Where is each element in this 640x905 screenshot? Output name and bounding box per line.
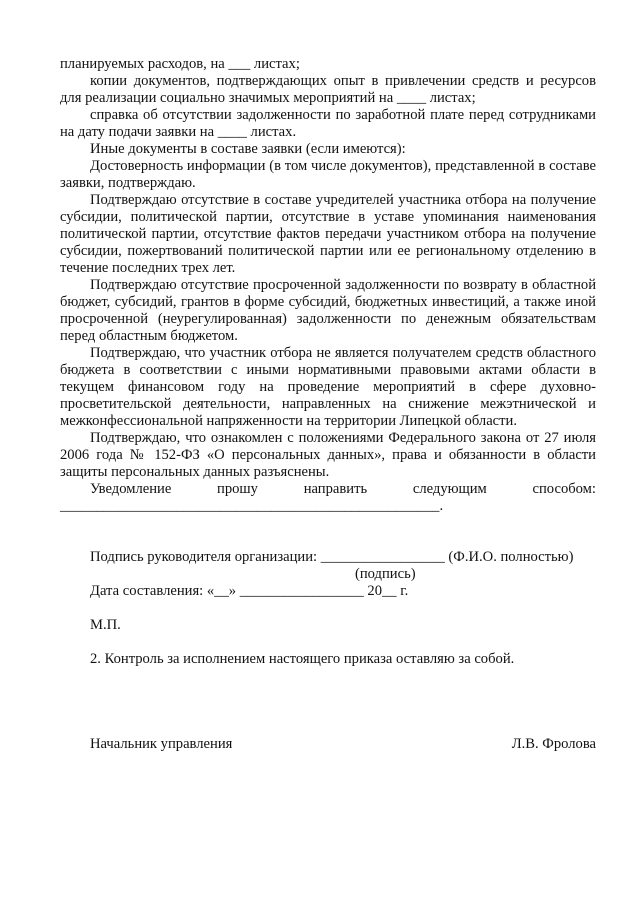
paragraph-no-salary-debt: справка об отсутствии задолженности по заработной плате перед сотрудниками на дату подачи заявки на ____ листах.	[60, 107, 596, 140]
paragraph-personal-data: Подтверждаю, что ознакомлен с положениями Федерального закона от 27 июля 2006 года № 152-ФЗ «О персональных данных», права и обязанности в области защиты персональных данных разъяснены.	[60, 430, 596, 480]
notify-word: способом:	[532, 481, 596, 497]
signature-footer	[60, 736, 596, 753]
signature-caption: (подпись)	[355, 566, 416, 582]
date-line: Дата составления: «__» _________________ 20__ г.	[90, 583, 409, 599]
notification-blank-line: ____________________________________________________.	[60, 498, 444, 514]
paragraph-overdue-debt: Подтверждаю отсутствие просроченной задолженности по возврату в областной бюджет, субсидий, грантов в форме субсидий, бюджетных инвестиций, а также иной просроченной (неурегулированная) задолженности по денежным обязательствам перед областным бюджетом.	[60, 277, 596, 344]
notify-word: прошу	[217, 481, 258, 497]
footer-name: Л.В. Фролова	[511, 736, 596, 752]
footer-position: Начальник управления	[90, 736, 233, 752]
signature-line: Подпись руководителя организации: _________________ (Ф.И.О. полностью)	[90, 549, 574, 565]
paragraph-experience-documents: копии документов, подтверждающих опыт в привлечении средств и ресурсов для реализации социально значимых мероприятий на ____ листах;	[60, 73, 596, 106]
stamp-place: М.П.	[90, 617, 121, 633]
control-paragraph: 2. Контроль за исполнением настоящего приказа оставляю за собой.	[90, 651, 515, 667]
notify-word: следующим	[412, 481, 487, 497]
notification-method-line	[60, 481, 596, 498]
paragraph-other-documents: Иные документы в составе заявки (если имеются):	[90, 141, 406, 157]
paragraph-planned-expenses: планируемых расходов, на ___ листах;	[60, 56, 300, 72]
paragraph-not-recipient: Подтверждаю, что участник отбора не является получателем средств областного бюджета в соответствии с иными нормативными правовыми актами области в текущем финансовом году на проведение мероприятий в сфере духовно-просветительской деятельности, направленных на снижение межэтнической и межконфессиональной напряженности на территории Липецкой области.	[60, 345, 596, 429]
paragraph-political-party: Подтверждаю отсутствие в составе учредителей участника отбора на получение субсидии, политической партии, отсутствие в уставе упоминания наименования политической партии, отсутствие фактов передачи участником отбора на получение субсидии, пожертвований политической партии или ее региональному отделению в течение последних трех лет.	[60, 192, 596, 276]
document-page	[60, 56, 596, 753]
paragraph-reliability: Достоверность информации (в том числе документов), представленной в составе заявки, подтверждаю.	[60, 158, 596, 191]
notify-word: направить	[303, 481, 368, 497]
notify-word: Уведомление	[90, 481, 172, 497]
